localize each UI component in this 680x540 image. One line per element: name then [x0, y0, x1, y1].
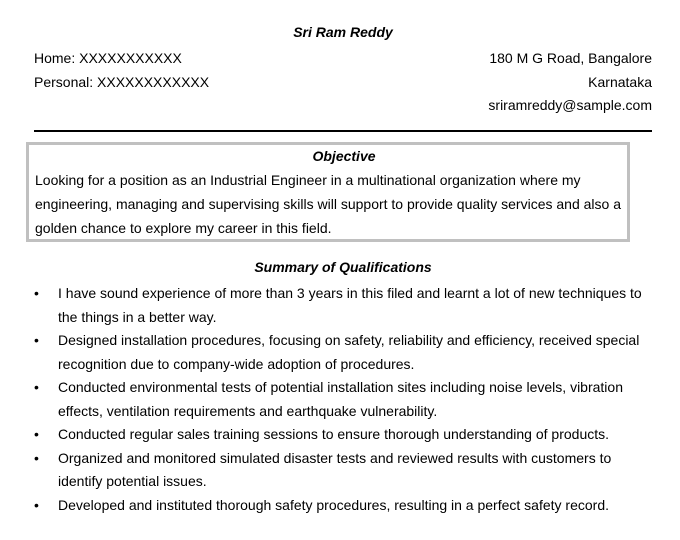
summary-item-line: I have sound experience of more than 3 years in this filed and learnt a lot of new techniques to — [58, 285, 642, 301]
personal-phone: Personal: XXXXXXXXXXXX — [34, 73, 210, 90]
objective-title: Objective — [312, 148, 376, 164]
summary-item-line: effects, ventilation requirements and earthquake vulnerability. — [58, 402, 438, 419]
summary-item-line: Developed and instituted thorough safety procedures, resulting in a perfect safety record. — [58, 496, 609, 513]
objective-line: Looking for a position as an Industrial Engineer in a multinational organization where my — [35, 172, 581, 188]
bullet-icon: • — [34, 285, 39, 301]
summary-item-line: Designed installation procedures, focusing on safety, reliability and efficiency, received special — [58, 332, 640, 348]
summary-item-line: identify potential issues. — [58, 473, 207, 489]
contact-phones — [34, 47, 209, 94]
home-phone: Home: XXXXXXXXXXX — [34, 50, 182, 66]
summary-item — [34, 423, 654, 447]
objective-line: engineering, managing and supervising skills will support to provide quality services and also a — [35, 196, 621, 212]
summary-item-line: Organized and monitored simulated disaster tests and reviewed results with customers to — [58, 449, 612, 466]
address-line-1: 180 M G Road, Bangalore — [489, 50, 652, 66]
bullet-icon: • — [34, 379, 39, 395]
objective-line: golden chance to explore my career in this field. — [35, 220, 332, 236]
candidate-name: Sri Ram Reddy — [293, 24, 393, 40]
objective-section — [26, 142, 630, 242]
contact-address — [488, 47, 652, 118]
summary-item — [34, 282, 654, 329]
summary-item-line: recognition due to company-wide adoption of procedures. — [58, 355, 415, 372]
summary-title: Summary of Qualifications — [254, 259, 432, 275]
summary-item — [34, 494, 654, 518]
objective-text — [35, 168, 625, 240]
bullet-icon: • — [34, 426, 39, 442]
summary-item — [34, 447, 654, 494]
bullet-icon: • — [34, 496, 39, 513]
summary-item — [34, 329, 654, 376]
summary-item-line: the things in a better way. — [58, 308, 217, 325]
bullet-icon: • — [34, 449, 39, 466]
summary-item-line: Conducted environmental tests of potential installation sites including noise levels, vibration — [58, 379, 623, 395]
header-divider — [34, 130, 652, 132]
address-line-2: Karnataka — [588, 73, 652, 90]
summary-item — [34, 376, 654, 423]
email: sriramreddy@sample.com — [488, 97, 652, 113]
summary-list — [34, 282, 654, 517]
summary-item-line: Conducted regular sales training sessions to ensure thorough understanding of products. — [58, 426, 610, 442]
bullet-icon: • — [34, 332, 39, 348]
